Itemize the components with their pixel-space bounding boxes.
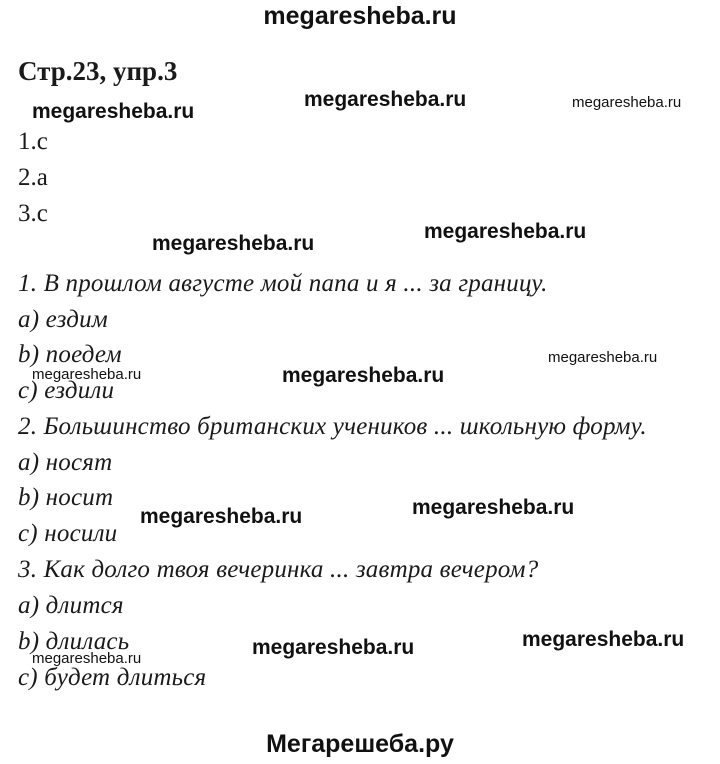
answer-2: 2.a bbox=[18, 164, 48, 191]
watermark: megaresheba.ru bbox=[522, 628, 685, 651]
site-header: megaresheba.ru bbox=[263, 2, 457, 30]
site-footer: Мегарешеба.ру bbox=[266, 730, 454, 758]
answer-1: 1.c bbox=[18, 128, 48, 155]
watermark: megaresheba.ru bbox=[32, 100, 195, 123]
watermark: megaresheba.ru bbox=[152, 232, 315, 255]
answer-3: 3.c bbox=[18, 200, 48, 227]
question-3: 3. Как долго твоя вечеринка ... завтра вечером? bbox=[18, 556, 539, 583]
watermark: megaresheba.ru bbox=[304, 88, 467, 111]
watermark: megaresheba.ru bbox=[140, 505, 303, 528]
watermark: megaresheba.ru bbox=[282, 364, 445, 387]
question-1: 1. В прошлом августе мой папа и я ... за границу. bbox=[18, 270, 548, 297]
watermark: megaresheba.ru bbox=[252, 636, 415, 659]
page-title: Стр.23, упр.3 bbox=[18, 56, 178, 86]
watermark: megaresheba.ru bbox=[32, 650, 142, 667]
question-1-option-c: c) ездили bbox=[18, 377, 115, 404]
question-1-option-b: b) поедем bbox=[18, 341, 122, 368]
question-2-option-b: b) носит bbox=[18, 484, 114, 511]
question-2-option-a: a) носят bbox=[18, 449, 113, 476]
watermark: megaresheba.ru bbox=[548, 349, 658, 366]
watermark: megaresheba.ru bbox=[412, 496, 575, 519]
watermark: megaresheba.ru bbox=[572, 94, 682, 111]
watermark: megaresheba.ru bbox=[32, 366, 142, 383]
watermark: megaresheba.ru bbox=[424, 220, 587, 243]
question-2-option-c: c) носили bbox=[18, 520, 118, 547]
question-3-option-b: b) длилась bbox=[18, 628, 130, 655]
question-3-option-c: c) будет длиться bbox=[18, 664, 207, 691]
question-2: 2. Большинство британских учеников ... школьную форму. bbox=[18, 413, 647, 440]
question-1-option-a: a) ездим bbox=[18, 306, 108, 333]
question-3-option-a: a) длится bbox=[18, 592, 124, 619]
